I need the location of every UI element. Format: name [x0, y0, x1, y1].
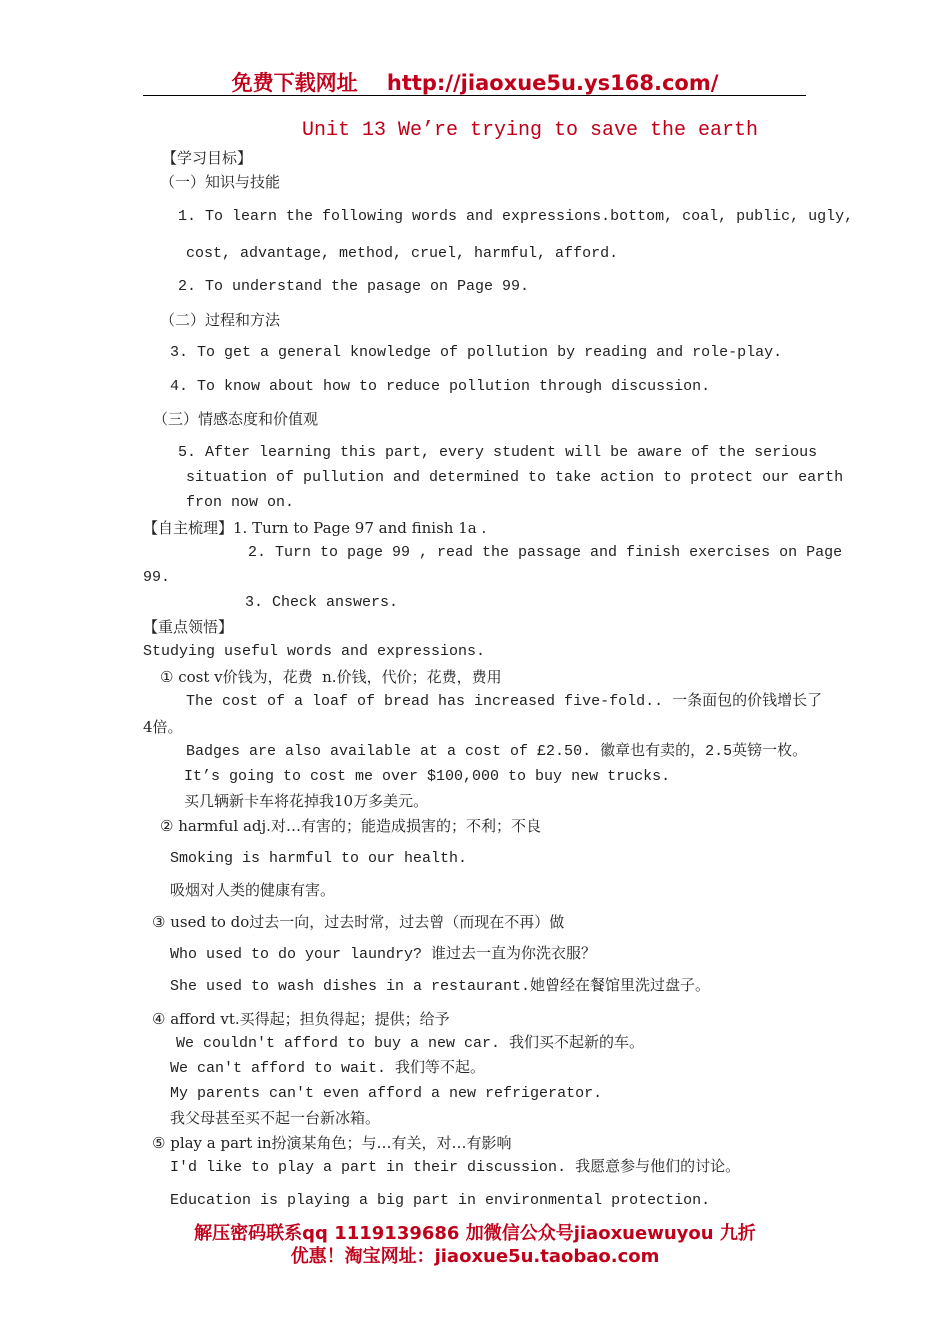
example-line: 我父母甚至买不起一台新冰箱。 [170, 1109, 381, 1127]
text-line: cost, advantage, method, cruel, harmful, afford. [186, 245, 619, 262]
example-line: 吸烟对人类的健康有害。 [170, 881, 336, 899]
text-line: 3. To get a general knowledge of pollution by reading and role-play. [170, 344, 783, 361]
header-banner [0, 67, 950, 97]
example-line: Education is playing a big part in environmental protection. [170, 1192, 711, 1209]
example-line: It’s going to cost me over $100,000 to buy new trucks. [184, 768, 671, 785]
example-line: We can't afford to wait. 我们等不起。 [170, 1060, 486, 1077]
subsection-heading: （一）知识与技能 [160, 173, 281, 191]
section-heading-key-points: 【重点领悟】 [143, 618, 234, 636]
header-label: 免费下载网址 [231, 71, 358, 95]
example-line: Badges are also available at a cost of £2.50. 徽章也有卖的，2.5英镑一枚。 [186, 743, 808, 760]
section-heading-self-study: 【自主梳理】1. Turn to Page 97 and finish 1a . [143, 519, 487, 537]
subsection-heading: （三）情感态度和价值观 [153, 410, 319, 428]
text-line: 5. After learning this part, every student will be aware of the serious [178, 444, 818, 461]
section-heading-objectives: 【学习目标】 [162, 149, 253, 167]
vocab-entry-play-a-part: ⑤ play a part in扮演某角色；与…有关，对…有影响 [152, 1134, 512, 1152]
text-line: situation of pullution and determined to take action to protect our earth [186, 469, 844, 486]
footer-shop-line: 优惠！淘宝网址：jiaoxue5u.taobao.com [290, 1246, 660, 1267]
example-line: The cost of a loaf of bread has increased five-fold.. 一条面包的价钱增长了 [186, 693, 823, 710]
example-line: I'd like to play a part in their discussion. 我愿意参与他们的讨论。 [170, 1159, 741, 1176]
example-line: We couldn't afford to buy a new car. 我们买不起新的车。 [176, 1035, 645, 1052]
text-line: 2. To understand the pasage on Page 99. [178, 278, 530, 295]
page-title: Unit 13 We’re trying to save the earth [301, 119, 759, 142]
example-line: 4倍。 [143, 718, 183, 736]
vocab-entry-harmful: ② harmful adj.对…有害的；能造成损害的；不利；不良 [160, 817, 541, 835]
text-line: 2. Turn to page 99 , read the passage and finish exercises on Page [248, 544, 843, 561]
header-divider [143, 95, 806, 96]
subsection-heading: （二）过程和方法 [160, 311, 281, 329]
header-url-link[interactable]: http://jiaoxue5u.ys168.com/ [386, 71, 719, 95]
example-line: She used to wash dishes in a restaurant.她曾经在餐馆里洗过盘子。 [170, 978, 711, 995]
text-line: 1. To learn the following words and expressions.bottom, coal, public, ugly, [178, 208, 854, 225]
example-line: Who used to do your laundry? 谁过去一直为你洗衣服？ [170, 946, 597, 963]
vocab-entry-cost: ① cost v价钱为，花费 n.价钱，代价；花费，费用 [160, 668, 502, 686]
text-line: 99. [143, 569, 171, 586]
vocab-entry-used-to: ③ used to do过去一向，过去时常，过去曾（而现在不再）做 [152, 913, 565, 931]
footer-contact-line: 解压密码联系qq 1119139686 加微信公众号jiaoxuewuyou 九折 [194, 1223, 756, 1244]
example-line: Smoking is harmful to our health. [170, 850, 468, 867]
text-line: fron now on. [186, 494, 295, 511]
example-line: My parents can't even afford a new refrigerator. [170, 1085, 603, 1102]
vocab-entry-afford: ④ afford vt.买得起；担负得起；提供；给予 [152, 1010, 450, 1028]
text-line: 3. Check answers. [245, 594, 399, 611]
example-line: 买几辆新卡车将花掉我10万多美元。 [184, 792, 429, 810]
text-line: Studying useful words and expressions. [143, 643, 486, 660]
text-line: 4. To know about how to reduce pollution through discussion. [170, 378, 711, 395]
